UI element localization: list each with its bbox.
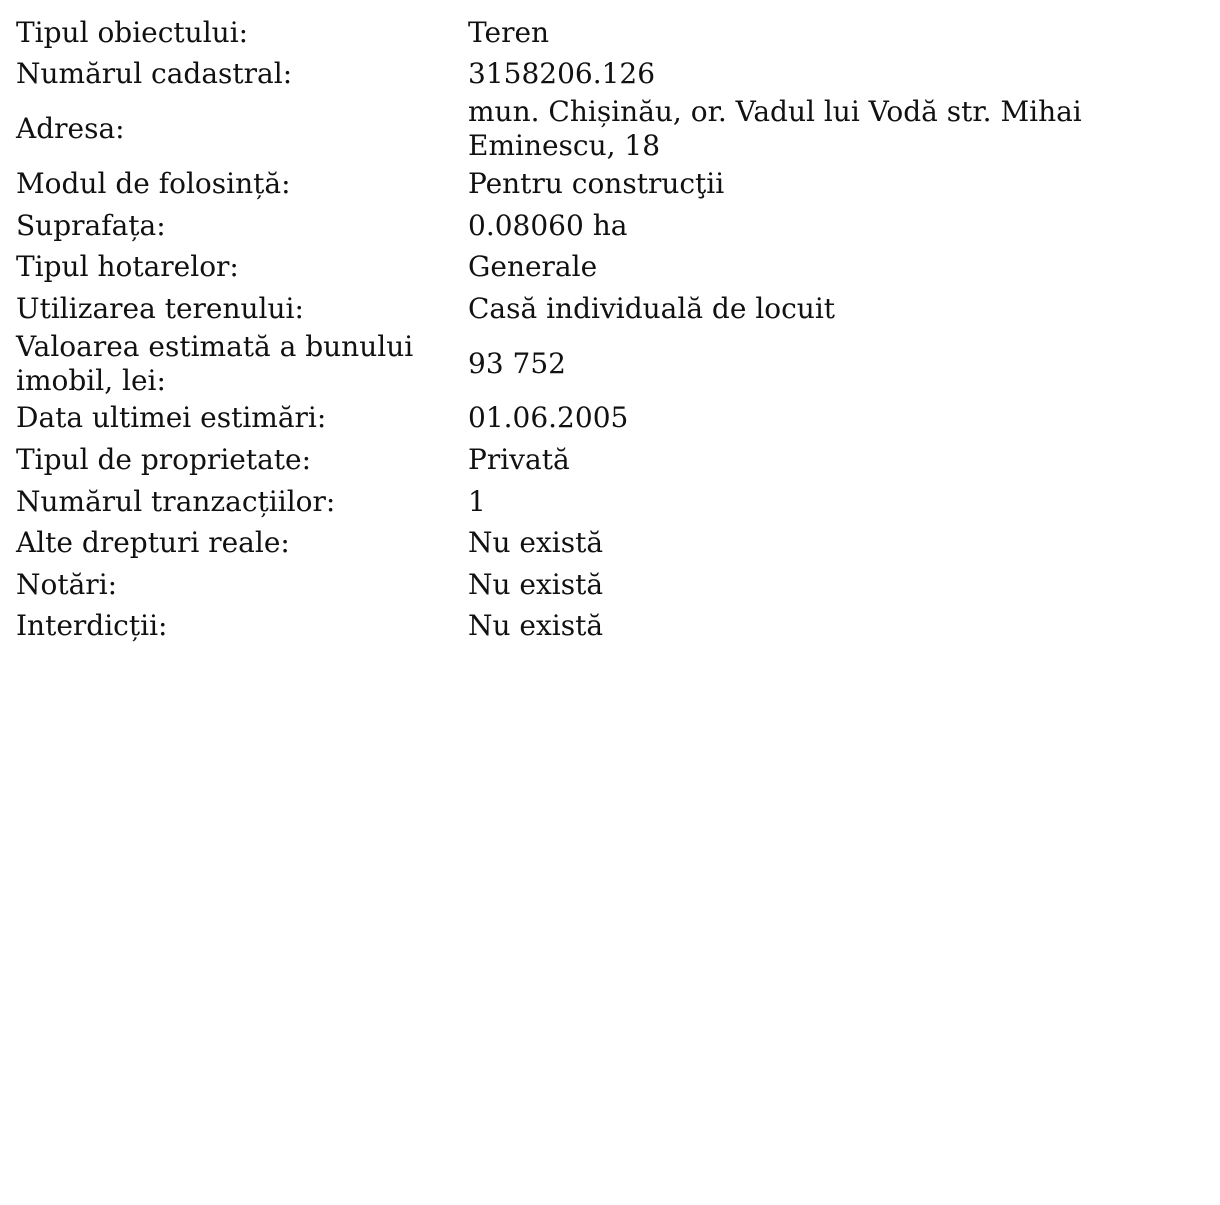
row-label-cell <box>16 481 468 523</box>
row-value-cell <box>468 606 1108 648</box>
row-value: Generale <box>468 250 598 284</box>
row-label-cell <box>16 330 468 398</box>
row-label: Notări: <box>16 567 118 601</box>
row-label: Tipul de proprietate: <box>16 442 312 476</box>
row-value: Casă individuală de locuit <box>468 291 836 325</box>
row-value-cell <box>468 288 1108 330</box>
row-value: Nu există <box>468 567 604 601</box>
table-row <box>16 54 1108 96</box>
row-value: Teren <box>468 15 550 49</box>
row-label: Numărul cadastral: <box>16 57 293 91</box>
row-label-cell <box>16 398 468 440</box>
row-label: Valoarea estimată a bunului imobil, lei: <box>16 329 414 397</box>
row-label: Tipul obiectului: <box>16 15 249 49</box>
row-value-cell <box>468 12 1108 54</box>
row-label: Tipul hotarelor: <box>16 250 239 284</box>
table-row <box>16 246 1108 288</box>
row-value: 3158206.126 <box>468 57 656 91</box>
row-label-cell <box>16 522 468 564</box>
table-row <box>16 12 1108 54</box>
row-label-cell <box>16 54 468 96</box>
row-value: Privată <box>468 442 570 476</box>
property-info-table <box>16 12 1108 647</box>
row-label-cell <box>16 163 468 205</box>
row-value: Nu există <box>468 526 604 560</box>
row-value: Nu există <box>468 609 604 643</box>
table-row <box>16 439 1108 481</box>
row-value-cell <box>468 398 1108 440</box>
row-label-cell <box>16 205 468 247</box>
row-value: 01.06.2005 <box>468 401 629 435</box>
row-value: Pentru construcţii <box>468 166 725 200</box>
row-value: 93 752 <box>468 346 566 380</box>
row-label: Interdicții: <box>16 609 168 643</box>
row-label-cell <box>16 288 468 330</box>
row-value-cell <box>468 439 1108 481</box>
row-label: Modul de folosință: <box>16 166 291 200</box>
table-row <box>16 564 1108 606</box>
row-value-cell <box>468 522 1108 564</box>
row-label: Utilizarea terenului: <box>16 291 304 325</box>
row-label: Alte drepturi reale: <box>16 526 290 560</box>
row-label: Suprafața: <box>16 208 166 242</box>
row-value-cell <box>468 95 1108 163</box>
row-label-cell <box>16 606 468 648</box>
row-value-cell <box>468 205 1108 247</box>
row-value-cell <box>468 564 1108 606</box>
table-row <box>16 398 1108 440</box>
row-value: 0.08060 ha <box>468 208 628 242</box>
row-value: mun. Chișinău, or. Vadul lui Vodă str. Mihai Eminescu, 18 <box>468 95 1082 163</box>
table-row <box>16 330 1108 398</box>
row-label-cell <box>16 439 468 481</box>
row-label-cell <box>16 12 468 54</box>
row-label-cell <box>16 246 468 288</box>
table-row <box>16 606 1108 648</box>
table-row <box>16 205 1108 247</box>
table-row <box>16 95 1108 163</box>
table-row <box>16 481 1108 523</box>
row-value-cell <box>468 330 1108 398</box>
row-label: Adresa: <box>16 112 125 146</box>
table-row <box>16 522 1108 564</box>
row-label-cell <box>16 95 468 163</box>
row-value: 1 <box>468 484 486 518</box>
row-value-cell <box>468 481 1108 523</box>
row-label-cell <box>16 564 468 606</box>
row-label: Numărul tranzacțiilor: <box>16 484 336 518</box>
row-label: Data ultimei estimări: <box>16 401 327 435</box>
row-value-cell <box>468 54 1108 96</box>
table-row <box>16 163 1108 205</box>
row-value-cell <box>468 246 1108 288</box>
row-value-cell <box>468 163 1108 205</box>
table-row <box>16 288 1108 330</box>
